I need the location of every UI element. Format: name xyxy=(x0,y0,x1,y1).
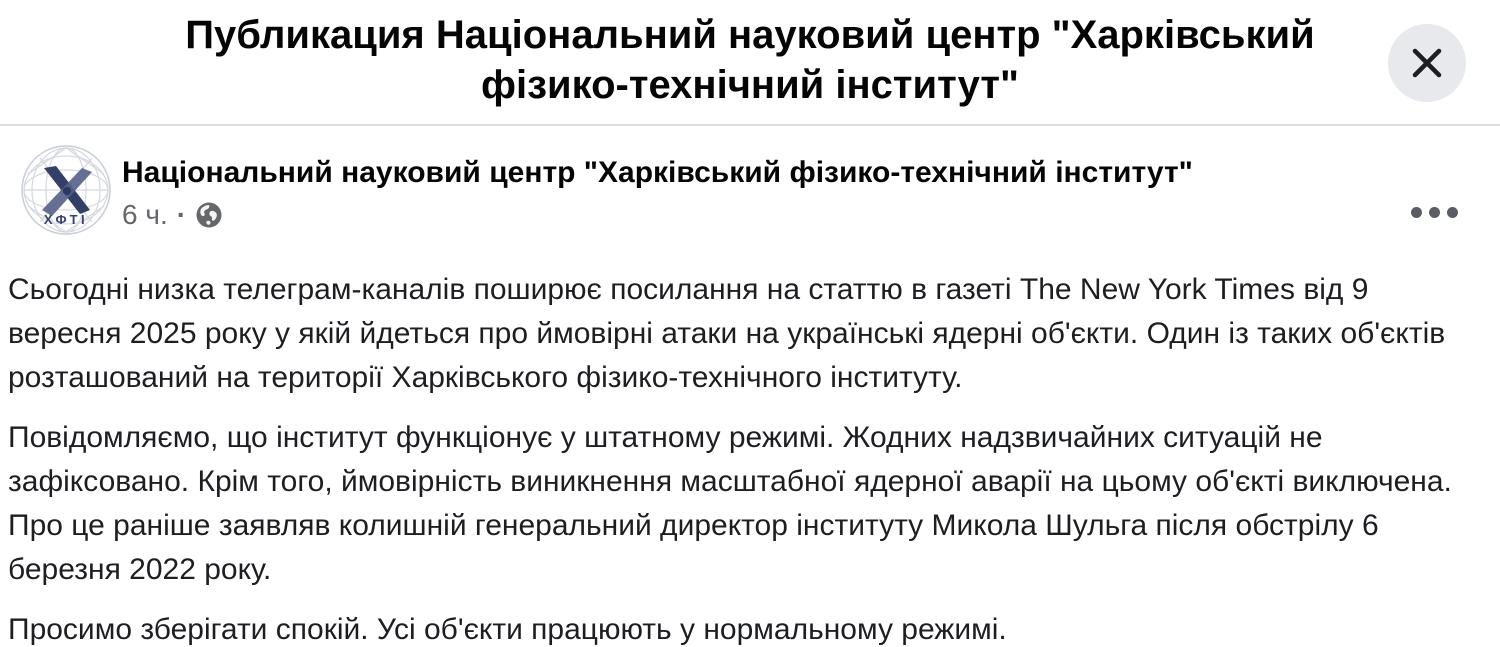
avatar[interactable] xyxy=(20,144,112,236)
post-meta xyxy=(122,144,1193,230)
separator-dot: · xyxy=(176,199,187,230)
post-body xyxy=(0,236,1500,647)
svg-text:ХФТІ: ХФТІ xyxy=(43,212,89,227)
post-options-button[interactable] xyxy=(1402,186,1466,238)
close-button[interactable] xyxy=(1388,24,1466,102)
timestamp[interactable]: 6 ч. xyxy=(122,199,168,230)
post-paragraph: Просимо зберігати спокій. Усі об'єкти працюють у нормальному режимі. xyxy=(8,613,1007,646)
three-dots-icon xyxy=(1411,207,1458,218)
globe-public-icon xyxy=(195,201,223,229)
modal-header xyxy=(0,0,1500,124)
post xyxy=(0,126,1500,647)
author-name-link[interactable]: Національний науковий центр "Харківський фізико-технічний інститут" xyxy=(122,156,1193,189)
khfti-logo-icon xyxy=(20,144,112,236)
post-time-row xyxy=(122,200,1193,230)
post-header xyxy=(0,144,1500,236)
close-icon xyxy=(1408,44,1446,82)
post-paragraph: Повідомляємо, що інститут функціонує у штатному режимі. Жодних надзвичайних ситуацій не зафіксовано. Крім того, ймовірність виникнення масштабної ядерної аварії на цьому об'єкті виключена. Про це раніше заявляв колишній генеральний директор інституту Микола Шульга після обстрілу 6 березня 2022 року. xyxy=(8,421,1452,586)
post-paragraph: Сьогодні низка телеграм-каналів поширює посилання на статтю в газеті The New York Times від 9 вересня 2025 року у якій йдеться про ймовірні атаки на українські ядерні об'єкти. Один із таких об'єктів розташований на території Харківського фізико-технічного інституту. xyxy=(8,273,1446,394)
modal-title: Публикация Національний науковий центр "Харківський фізико-технічний інститут" xyxy=(185,13,1315,107)
